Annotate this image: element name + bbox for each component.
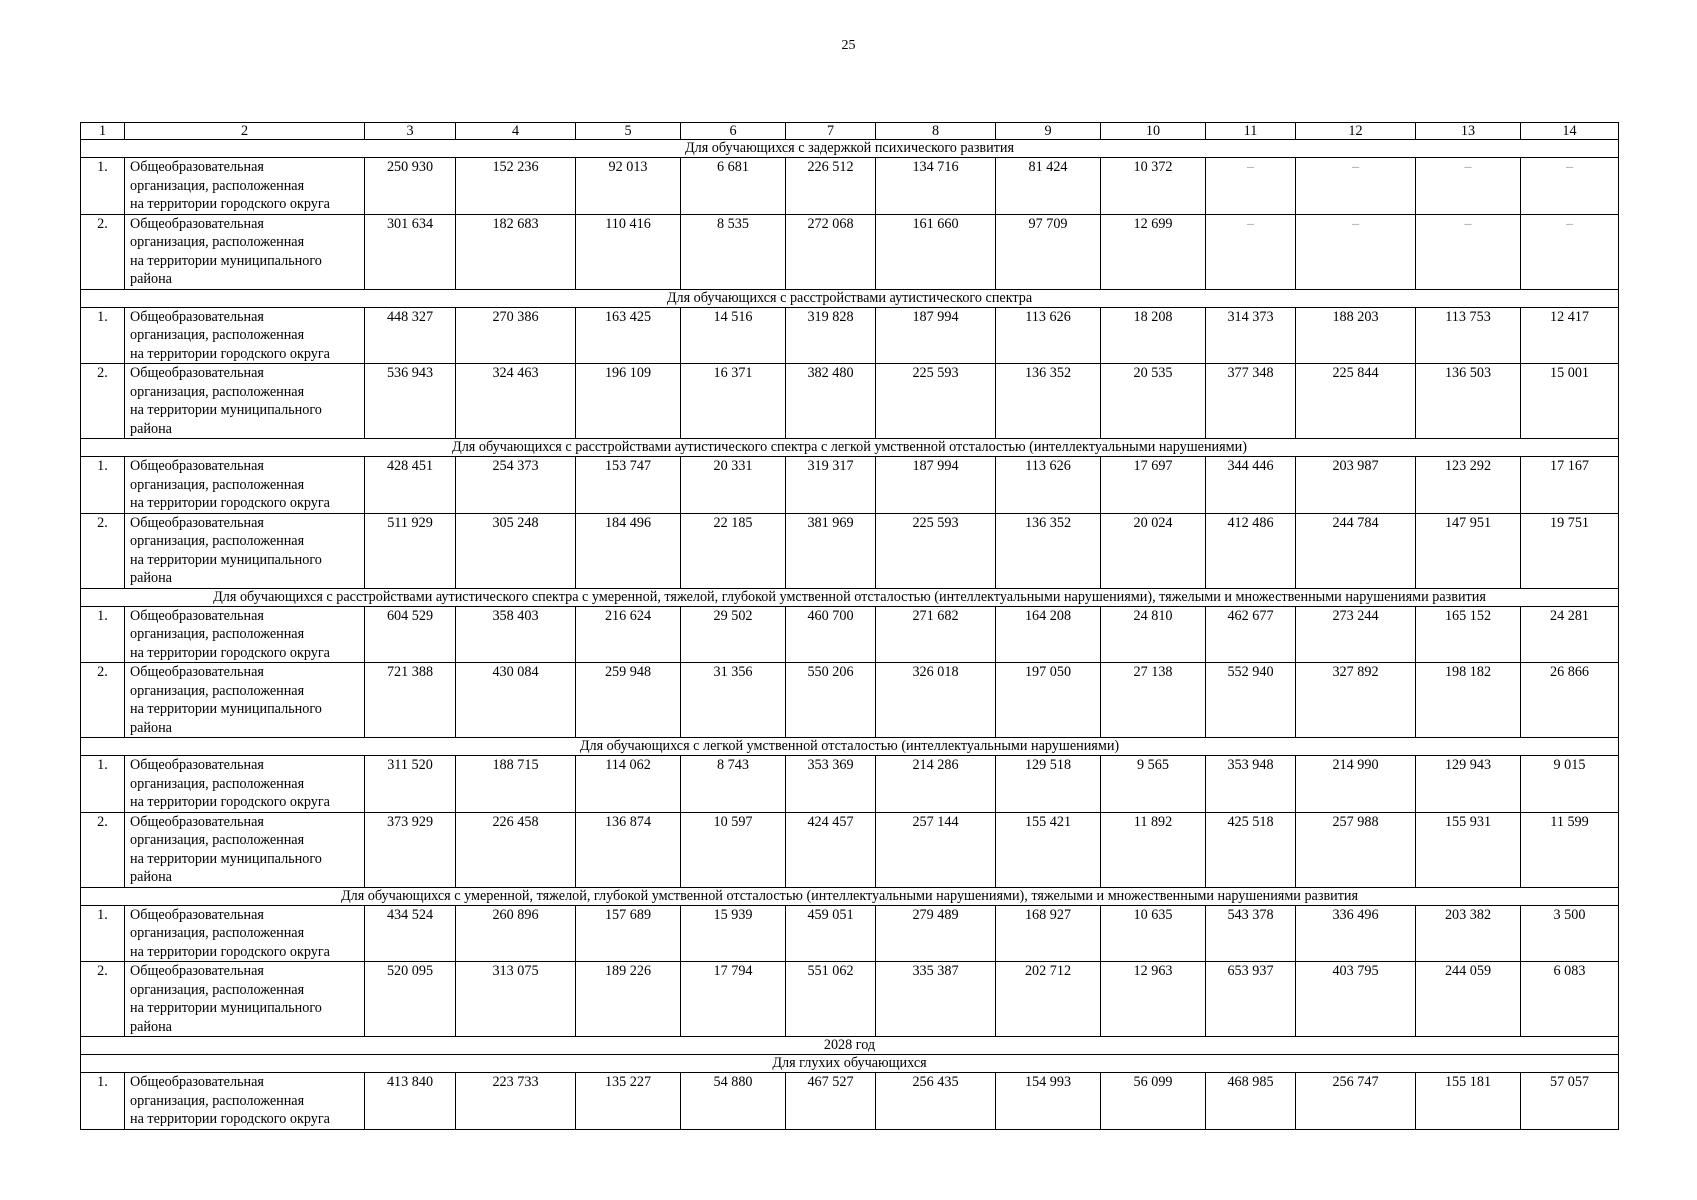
value-cell: 6 083: [1521, 962, 1619, 1037]
value-cell: 327 892: [1296, 663, 1416, 738]
row-number-cell: 2.: [81, 513, 125, 588]
value-cell: 225 844: [1296, 364, 1416, 439]
organization-name-line: Общеобразовательная: [130, 757, 264, 773]
organization-name-cell: [125, 663, 365, 738]
column-number-cell: 4: [456, 123, 576, 140]
organization-name-line: района: [130, 420, 172, 437]
value-cell: 164 208: [996, 606, 1101, 663]
column-number-cell: 2: [125, 123, 365, 140]
organization-name-line: организация, расположенная: [130, 476, 305, 493]
organization-name-line: района: [130, 1018, 172, 1035]
value-cell: 214 286: [876, 756, 996, 813]
column-number-cell: 1: [81, 123, 125, 140]
section-title: Для обучающихся с расстройствами аутистического спектра с легкой умственной отсталостью (интеллектуальными нарушениями): [81, 439, 1619, 457]
value-cell: 721 388: [365, 663, 456, 738]
value-cell: 543 378: [1206, 905, 1296, 962]
organization-name-line: Общеобразовательная: [130, 607, 264, 624]
table-row: [81, 158, 1619, 215]
value-cell: 8 535: [681, 214, 786, 289]
cost-table: [80, 122, 1619, 1130]
organization-name-cell: [125, 905, 365, 962]
organization-name-line: организация, расположенная: [130, 925, 305, 941]
section-header-row: [81, 289, 1619, 307]
value-cell: 136 874: [576, 812, 681, 887]
value-cell: 250 930: [365, 158, 456, 215]
value-cell: –: [1206, 158, 1296, 215]
value-cell: 311 520: [365, 756, 456, 813]
section-title: 2028 год: [81, 1037, 1619, 1055]
value-cell: 202 712: [996, 962, 1101, 1037]
column-number-cell: 3: [365, 123, 456, 140]
section-header-row: [81, 1037, 1619, 1055]
value-cell: 256 435: [876, 1073, 996, 1130]
value-cell: 8 743: [681, 756, 786, 813]
value-cell: 460 700: [786, 606, 876, 663]
value-cell: 335 387: [876, 962, 996, 1037]
value-cell: 157 689: [576, 905, 681, 962]
value-cell: 17 794: [681, 962, 786, 1037]
value-cell: 203 382: [1416, 905, 1521, 962]
value-cell: 319 317: [786, 457, 876, 514]
organization-name-cell: [125, 962, 365, 1037]
row-number-cell: 1.: [81, 606, 125, 663]
value-cell: 377 348: [1206, 364, 1296, 439]
value-cell: 189 226: [576, 962, 681, 1037]
value-cell: 113 626: [996, 457, 1101, 514]
value-cell: 17 167: [1521, 457, 1619, 514]
value-cell: 203 987: [1296, 457, 1416, 514]
value-cell: 54 880: [681, 1073, 786, 1130]
value-cell: 520 095: [365, 962, 456, 1037]
value-cell: 188 715: [456, 756, 576, 813]
organization-name-cell: [125, 457, 365, 514]
organization-name-line: организация, расположенная: [130, 626, 305, 642]
table-row: [81, 962, 1619, 1037]
value-cell: 136 503: [1416, 364, 1521, 439]
organization-name-line: организация, расположенная: [130, 775, 305, 792]
table-row: [81, 1073, 1619, 1130]
value-cell: 459 051: [786, 905, 876, 962]
table-row: [81, 513, 1619, 588]
value-cell: 12 963: [1101, 962, 1206, 1037]
column-number-cell: 13: [1416, 123, 1521, 140]
organization-name-line: Общеобразовательная: [130, 906, 264, 923]
organization-name-line: организация, расположенная: [130, 177, 305, 194]
value-cell: 434 524: [365, 905, 456, 962]
column-number-cell: 5: [576, 123, 681, 140]
value-cell: 14 516: [681, 307, 786, 364]
table-row: [81, 364, 1619, 439]
value-cell: 272 068: [786, 214, 876, 289]
value-cell: 273 244: [1296, 606, 1416, 663]
value-cell: 154 993: [996, 1073, 1101, 1130]
value-cell: 3 500: [1521, 905, 1619, 962]
value-cell: 16 371: [681, 364, 786, 439]
value-cell: 129 943: [1416, 756, 1521, 813]
value-cell: 15 001: [1521, 364, 1619, 439]
organization-name-cell: [125, 1073, 365, 1130]
column-number-cell: 9: [996, 123, 1101, 140]
value-cell: 536 943: [365, 364, 456, 439]
table-row: [81, 663, 1619, 738]
value-cell: 11 599: [1521, 812, 1619, 887]
section-title: Для обучающихся с умеренной, тяжелой, глубокой умственной отсталостью (интеллектуальными нарушениями), тяжелыми и множественными нарушениями развития: [81, 887, 1619, 905]
value-cell: 110 416: [576, 214, 681, 289]
value-cell: 97 709: [996, 214, 1101, 289]
row-number-cell: 1.: [81, 158, 125, 215]
section-title: Для обучающихся с расстройствами аутистического спектра с умеренной, тяжелой, глубокой умственной отсталостью (интеллектуальными нарушениями), тяжелыми и множественными нарушениями развития: [81, 588, 1619, 606]
value-cell: 428 451: [365, 457, 456, 514]
value-cell: 114 062: [576, 756, 681, 813]
row-number-cell: 2.: [81, 812, 125, 887]
value-cell: 6 681: [681, 158, 786, 215]
value-cell: 424 457: [786, 812, 876, 887]
value-cell: 123 292: [1416, 457, 1521, 514]
row-number-cell: 2.: [81, 663, 125, 738]
organization-name-line: района: [130, 719, 172, 736]
value-cell: 15 939: [681, 905, 786, 962]
value-cell: 20 331: [681, 457, 786, 514]
value-cell: 604 529: [365, 606, 456, 663]
section-header-row: [81, 140, 1619, 158]
column-number-cell: 14: [1521, 123, 1619, 140]
value-cell: 353 948: [1206, 756, 1296, 813]
value-cell: 244 059: [1416, 962, 1521, 1037]
row-number-cell: 1.: [81, 1073, 125, 1130]
value-cell: 113 626: [996, 307, 1101, 364]
value-cell: 155 421: [996, 812, 1101, 887]
organization-name-line: на территории городского округа: [130, 196, 330, 212]
value-cell: 344 446: [1206, 457, 1296, 514]
value-cell: 31 356: [681, 663, 786, 738]
value-cell: 226 512: [786, 158, 876, 215]
organization-name-line: организация, расположенная: [130, 327, 305, 343]
organization-name-line: на территории городского округа: [130, 345, 330, 362]
column-number-row: [81, 123, 1619, 140]
table-row: [81, 606, 1619, 663]
value-cell: 270 386: [456, 307, 576, 364]
organization-name-line: организация, расположенная: [130, 383, 305, 400]
value-cell: 184 496: [576, 513, 681, 588]
value-cell: 153 747: [576, 457, 681, 514]
value-cell: 196 109: [576, 364, 681, 439]
value-cell: 225 593: [876, 364, 996, 439]
value-cell: 161 660: [876, 214, 996, 289]
organization-name-line: на территории муниципального: [130, 252, 322, 269]
organization-name-cell: [125, 364, 365, 439]
section-header-row: [81, 588, 1619, 606]
value-cell: 136 352: [996, 513, 1101, 588]
value-cell: 313 075: [456, 962, 576, 1037]
table-row: [81, 307, 1619, 364]
organization-name-line: на территории муниципального: [130, 551, 322, 568]
value-cell: 182 683: [456, 214, 576, 289]
value-cell: 24 281: [1521, 606, 1619, 663]
organization-name-line: Общеобразовательная: [130, 963, 264, 979]
value-cell: 187 994: [876, 457, 996, 514]
organization-name-line: на территории городского округа: [130, 1111, 330, 1127]
value-cell: 12 417: [1521, 307, 1619, 364]
value-cell: 56 099: [1101, 1073, 1206, 1130]
value-cell: 462 677: [1206, 606, 1296, 663]
column-number-cell: 7: [786, 123, 876, 140]
row-number-cell: 2.: [81, 214, 125, 289]
value-cell: 305 248: [456, 513, 576, 588]
value-cell: 22 185: [681, 513, 786, 588]
organization-name-line: на территории городского округа: [130, 943, 330, 960]
organization-name-line: организация, расположенная: [130, 1092, 305, 1109]
value-cell: 244 784: [1296, 513, 1416, 588]
value-cell: 136 352: [996, 364, 1101, 439]
value-cell: 19 751: [1521, 513, 1619, 588]
value-cell: 155 931: [1416, 812, 1521, 887]
row-number-cell: 2.: [81, 364, 125, 439]
organization-name-line: организация, расположенная: [130, 832, 305, 848]
value-cell: 214 990: [1296, 756, 1416, 813]
section-header-row: [81, 887, 1619, 905]
value-cell: –: [1416, 158, 1521, 215]
organization-name-line: организация, расположенная: [130, 234, 305, 250]
value-cell: 9 015: [1521, 756, 1619, 813]
value-cell: –: [1416, 214, 1521, 289]
organization-name-cell: [125, 756, 365, 813]
column-number-cell: 10: [1101, 123, 1206, 140]
value-cell: 467 527: [786, 1073, 876, 1130]
table-row: [81, 214, 1619, 289]
page-number: 25: [841, 38, 856, 53]
section-header-row: [81, 738, 1619, 756]
value-cell: 326 018: [876, 663, 996, 738]
value-cell: 256 747: [1296, 1073, 1416, 1130]
value-cell: 129 518: [996, 756, 1101, 813]
organization-name-line: Общеобразовательная: [130, 813, 264, 830]
value-cell: 425 518: [1206, 812, 1296, 887]
value-cell: 448 327: [365, 307, 456, 364]
value-cell: 254 373: [456, 457, 576, 514]
value-cell: 163 425: [576, 307, 681, 364]
value-cell: 260 896: [456, 905, 576, 962]
table-row: [81, 812, 1619, 887]
value-cell: 12 699: [1101, 214, 1206, 289]
organization-name-line: района: [130, 570, 172, 586]
section-title: Для глухих обучающихся: [81, 1055, 1619, 1073]
value-cell: 373 929: [365, 812, 456, 887]
section-header-row: [81, 1055, 1619, 1073]
value-cell: 257 144: [876, 812, 996, 887]
value-cell: 20 024: [1101, 513, 1206, 588]
value-cell: 324 463: [456, 364, 576, 439]
value-cell: 353 369: [786, 756, 876, 813]
organization-name-line: организация, расположенная: [130, 981, 305, 998]
value-cell: 134 716: [876, 158, 996, 215]
value-cell: –: [1296, 214, 1416, 289]
value-cell: 412 486: [1206, 513, 1296, 588]
value-cell: 10 372: [1101, 158, 1206, 215]
value-cell: 225 593: [876, 513, 996, 588]
organization-name-line: на территории городского округа: [130, 644, 330, 661]
value-cell: –: [1521, 214, 1619, 289]
value-cell: 336 496: [1296, 905, 1416, 962]
value-cell: 653 937: [1206, 962, 1296, 1037]
organization-name-line: на территории городского округа: [130, 794, 330, 810]
value-cell: 550 206: [786, 663, 876, 738]
value-cell: 197 050: [996, 663, 1101, 738]
value-cell: 403 795: [1296, 962, 1416, 1037]
value-cell: 552 940: [1206, 663, 1296, 738]
value-cell: 27 138: [1101, 663, 1206, 738]
value-cell: 358 403: [456, 606, 576, 663]
organization-name-cell: [125, 513, 365, 588]
organization-name-line: Общеобразовательная: [130, 159, 264, 175]
organization-name-line: организация, расположенная: [130, 533, 305, 549]
value-cell: 155 181: [1416, 1073, 1521, 1130]
organization-name-line: на территории муниципального: [130, 402, 322, 418]
organization-name-cell: [125, 812, 365, 887]
organization-name-line: Общеобразовательная: [130, 664, 264, 680]
organization-name-line: организация, расположенная: [130, 682, 305, 699]
value-cell: 271 682: [876, 606, 996, 663]
value-cell: 259 948: [576, 663, 681, 738]
organization-name-line: Общеобразовательная: [130, 1074, 264, 1090]
organization-name-line: Общеобразовательная: [130, 308, 264, 325]
table-row: [81, 905, 1619, 962]
value-cell: 413 840: [365, 1073, 456, 1130]
column-number-cell: 11: [1206, 123, 1296, 140]
organization-name-line: на территории муниципального: [130, 1000, 322, 1016]
value-cell: 57 057: [1521, 1073, 1619, 1130]
row-number-cell: 2.: [81, 962, 125, 1037]
row-number-cell: 1.: [81, 307, 125, 364]
value-cell: 18 208: [1101, 307, 1206, 364]
value-cell: 382 480: [786, 364, 876, 439]
value-cell: 152 236: [456, 158, 576, 215]
value-cell: 29 502: [681, 606, 786, 663]
value-cell: 216 624: [576, 606, 681, 663]
value-cell: 188 203: [1296, 307, 1416, 364]
value-cell: 147 951: [1416, 513, 1521, 588]
row-number-cell: 1.: [81, 457, 125, 514]
value-cell: 10 597: [681, 812, 786, 887]
organization-name-cell: [125, 307, 365, 364]
column-number-cell: 8: [876, 123, 996, 140]
value-cell: 257 988: [1296, 812, 1416, 887]
value-cell: 381 969: [786, 513, 876, 588]
value-cell: 11 892: [1101, 812, 1206, 887]
value-cell: 223 733: [456, 1073, 576, 1130]
organization-name-line: Общеобразовательная: [130, 514, 264, 531]
organization-name-line: Общеобразовательная: [130, 365, 264, 381]
organization-name-line: района: [130, 271, 172, 287]
value-cell: 165 152: [1416, 606, 1521, 663]
value-cell: –: [1521, 158, 1619, 215]
value-cell: 187 994: [876, 307, 996, 364]
value-cell: 314 373: [1206, 307, 1296, 364]
value-cell: 26 866: [1521, 663, 1619, 738]
value-cell: 301 634: [365, 214, 456, 289]
table-row: [81, 457, 1619, 514]
value-cell: 10 635: [1101, 905, 1206, 962]
section-title: Для обучающихся с задержкой психического развития: [81, 140, 1619, 158]
section-title: Для обучающихся с легкой умственной отсталостью (интеллектуальными нарушениями): [81, 738, 1619, 756]
value-cell: 168 927: [996, 905, 1101, 962]
organization-name-line: на территории городского округа: [130, 495, 330, 511]
organization-name-line: на территории муниципального: [130, 701, 322, 717]
organization-name-cell: [125, 214, 365, 289]
value-cell: 92 013: [576, 158, 681, 215]
row-number-cell: 1.: [81, 905, 125, 962]
value-cell: 198 182: [1416, 663, 1521, 738]
organization-name-cell: [125, 606, 365, 663]
value-cell: 551 062: [786, 962, 876, 1037]
value-cell: 226 458: [456, 812, 576, 887]
organization-name-line: Общеобразовательная: [130, 458, 264, 474]
column-number-cell: 6: [681, 123, 786, 140]
organization-name-line: Общеобразовательная: [130, 215, 264, 232]
value-cell: 9 565: [1101, 756, 1206, 813]
section-title: Для обучающихся с расстройствами аутистического спектра: [81, 289, 1619, 307]
value-cell: 24 810: [1101, 606, 1206, 663]
value-cell: 279 489: [876, 905, 996, 962]
value-cell: 468 985: [1206, 1073, 1296, 1130]
value-cell: 17 697: [1101, 457, 1206, 514]
column-number-cell: 12: [1296, 123, 1416, 140]
value-cell: 113 753: [1416, 307, 1521, 364]
section-header-row: [81, 439, 1619, 457]
organization-name-cell: [125, 158, 365, 215]
value-cell: –: [1296, 158, 1416, 215]
organization-name-line: на территории муниципального: [130, 850, 322, 867]
value-cell: –: [1206, 214, 1296, 289]
value-cell: 135 227: [576, 1073, 681, 1130]
value-cell: 430 084: [456, 663, 576, 738]
organization-name-line: района: [130, 869, 172, 885]
row-number-cell: 1.: [81, 756, 125, 813]
value-cell: 511 929: [365, 513, 456, 588]
table-row: [81, 756, 1619, 813]
value-cell: 20 535: [1101, 364, 1206, 439]
value-cell: 81 424: [996, 158, 1101, 215]
value-cell: 319 828: [786, 307, 876, 364]
